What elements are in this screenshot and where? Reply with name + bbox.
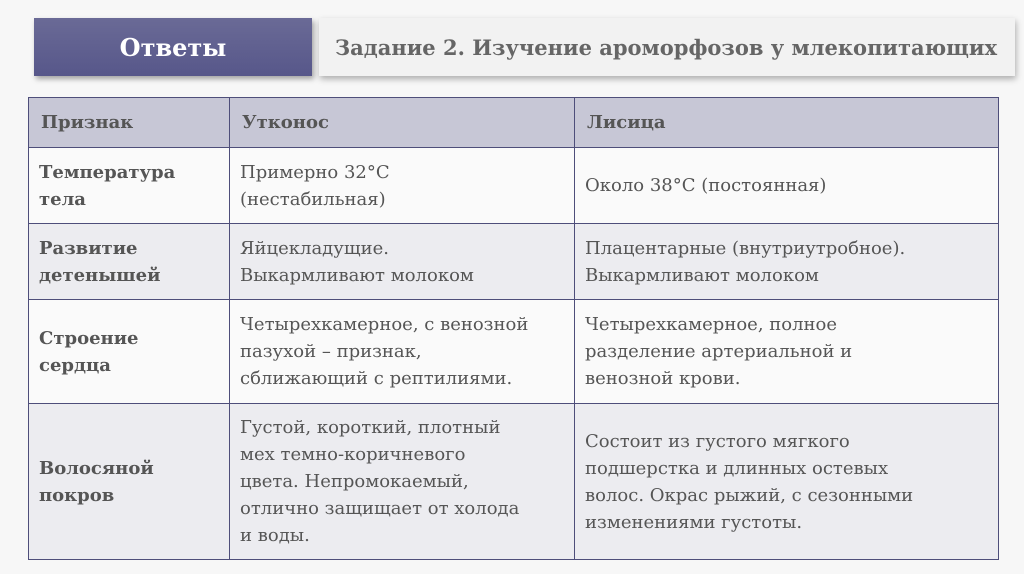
header-platypus: Утконос [230, 98, 575, 148]
table-row [29, 148, 999, 224]
row-platypus: Четырехкамерное, с венозной пазухой – признак, сближающий с рептилиями. [230, 300, 575, 404]
row-fox: Четырехкамерное, полное разделение артериальной и венозной крови. [575, 300, 999, 404]
table-header-row [29, 98, 999, 148]
answers-badge: Ответы [34, 18, 312, 76]
row-feature: Строение сердца [29, 300, 230, 404]
row-fox: Около 38°С (постоянная) [575, 148, 999, 224]
table-row [29, 224, 999, 300]
row-feature: Температура тела [29, 148, 230, 224]
comparison-table [28, 97, 999, 560]
table-row [29, 300, 999, 404]
row-platypus: Яйцекладущие. Выкармливают молоком [230, 224, 575, 300]
row-fox: Плацентарные (внутриутробное). Выкармливают молоком [575, 224, 999, 300]
table-row [29, 404, 999, 560]
row-platypus: Густой, короткий, плотный мех темно-коричневого цвета. Непромокаемый, отлично защищает от холода и воды. [230, 404, 575, 560]
row-fox: Состоит из густого мягкого подшерстка и длинных остевых волос. Окрас рыжий, с сезонными изменениями густоты. [575, 404, 999, 560]
row-feature: Волосяной покров [29, 404, 230, 560]
slide-title: Задание 2. Изучение ароморфозов у млекопитающих [319, 18, 1015, 76]
header-feature: Признак [29, 98, 230, 148]
row-feature: Развитие детенышей [29, 224, 230, 300]
row-platypus: Примерно 32°С (нестабильная) [230, 148, 575, 224]
header-fox: Лисица [575, 98, 999, 148]
